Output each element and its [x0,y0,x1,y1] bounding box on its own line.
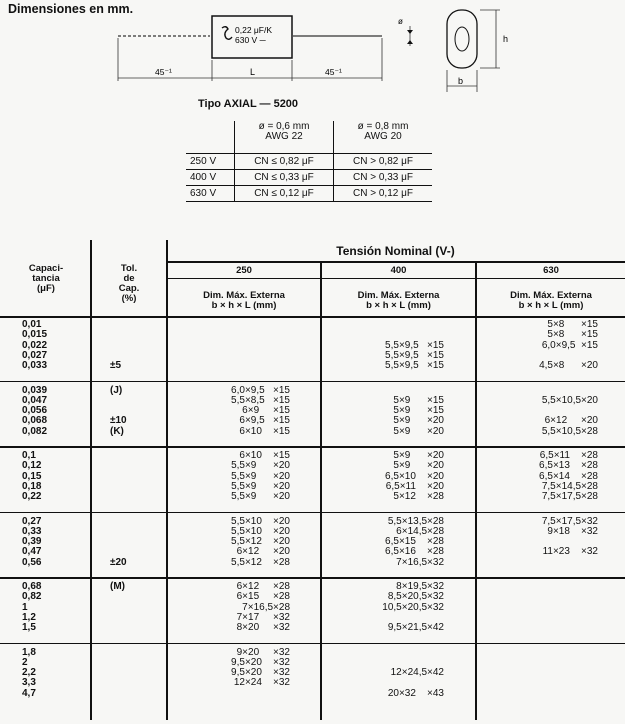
capacitance-value: 0,039 [22,384,48,396]
dim-400-cell: 8×19,5×32 [396,581,444,592]
dim-250-cell: 6×10 ×15 [239,425,290,437]
dim-400-cell: 5×9 ×15 [393,394,444,406]
dim-250-cell: 5,5×9 ×20 [231,460,290,472]
capacitance-value: 0,15 [22,470,42,482]
page-title: Dimensiones en mm. [8,2,134,16]
row-divider [0,316,625,318]
dim-400-cell: 7×16,5×32 [396,556,444,568]
dim-630-cell: 5×8 ×15 [547,319,598,330]
dim-400-cell: 6×14,5×28 [396,525,444,537]
capacitance-value: 0,33 [22,525,42,537]
dim-250-cell: 5,5×8,5 ×15 [231,394,290,406]
wire-gauge-table [186,121,432,202]
capacitor-end-view [447,10,477,68]
capacitance-value: 3,3 [22,677,36,689]
capacitance-value: 0,01 [22,319,42,330]
dim-250-cell: 5,5×12 ×20 [231,536,290,548]
dim-400-cell: 12×24,5×42 [390,667,444,679]
dim-400-cell: 5,5×9,5 ×15 [385,339,444,351]
group-divider [0,577,625,579]
gauge-header-22: ø = 0,6 mm AWG 22 [235,121,334,154]
dim-400-cell: 6,5×16 ×28 [385,546,444,558]
dim-630-cell: 11×23 ×32 [542,546,598,558]
dim-400-cell: 5×9 ×20 [393,425,444,437]
dim-250-cell: 5,5×9 ×20 [231,491,290,503]
dim-250-cell: 6×12 ×20 [236,546,290,558]
gauge-cell: CN > 0,33 μF [334,170,433,186]
capacitance-value: 0,39 [22,536,42,548]
dim-400-cell: 5×9 ×15 [393,405,444,417]
capacitance-value: 0,47 [22,546,42,558]
dim-630-cell: 6,5×11 ×28 [539,450,598,461]
voltage-cell: 630 V [186,186,235,202]
dim-250-cell: 9,5×20 ×32 [231,667,290,679]
capacitance-value: 0,82 [22,591,42,603]
dim-630-cell: 6×12 ×20 [544,415,598,427]
tolerance-value: ±10 [110,415,127,427]
dim-630-cell: 5,5×10,5×28 [541,425,598,437]
lead-left-length: 45⁻¹ [155,67,172,77]
dim-250-cell: 9,5×20 ×32 [231,656,290,668]
capacitance-value: 0,22 [22,491,42,503]
dim-250-cell: 7×16,5×28 [242,601,290,613]
height-label: h [503,34,509,44]
gauge-cell: CN > 0,82 μF [334,154,433,170]
col-divider [320,262,322,720]
axial-type-title: Tipo AXIAL — 5200 [198,98,299,110]
dim-250-cell: 6,0×9,5 ×15 [231,384,290,396]
capacitance-value: 0,12 [22,460,42,472]
voltage-header: Tensión Nominal (V-) [336,244,455,258]
dim-400-cell: 20×32 ×43 [387,687,444,699]
capacitance-value: 2,2 [22,667,36,679]
body-length-label: L [250,67,256,77]
group-divider [0,643,625,645]
capacitance-value: 0,27 [22,515,42,527]
capacitance-value: 0,033 [22,360,48,372]
capacitance-value: 0,18 [22,480,42,492]
dim-630-cell: 5×8 ×15 [547,329,598,341]
dim-630-cell: 6,5×13 ×28 [539,460,598,472]
dim-630-cell: 7,5×14,5×28 [541,480,598,492]
dim-header-400: Dim. Máx. Externa b × h × L (mm) [357,290,440,311]
dim-400-cell: 5×9 ×20 [393,415,444,427]
tolerance-value: (K) [110,425,124,437]
capacitance-value: 0,68 [22,581,42,592]
capacitor-logo-icon [222,27,232,40]
capacitance-value: 0,56 [22,556,42,568]
capacitor-value-label: 0,22 μF/K [235,25,273,35]
dim-250-cell: 7×17 ×32 [236,611,290,623]
capacitance-value: 0,015 [22,329,48,341]
voltage-630: 630 [543,265,559,276]
dim-250-cell: 5,5×10 ×20 [231,515,290,527]
diameter-symbol: ø [398,17,403,26]
gauge-header-20: ø = 0,8 mm AWG 20 [334,121,433,154]
gauge-cell: CN > 0,12 μF [334,186,433,202]
capacitance-value: 0,056 [22,405,48,417]
capacitance-value: 1 [22,601,28,613]
capacitance-value: 0,027 [22,349,48,361]
dim-630-cell: 6,0×9,5 ×15 [541,339,598,351]
col-divider [90,240,92,720]
dim-250-cell: 12×24 ×32 [233,677,290,689]
dim-630-cell: 4,5×8 ×20 [539,360,598,372]
capacitance-value: 0,022 [22,339,48,351]
dim-header-630: Dim. Máx. Externa b × h × L (mm) [510,290,592,311]
dim-630-cell: 9×18 ×32 [547,525,598,537]
capacitance-value: 0,068 [22,415,48,427]
col-divider [475,262,477,720]
dim-400-cell: 9,5×21,5×42 [387,622,444,634]
dim-630-cell: 6,5×14 ×28 [539,470,598,482]
dim-250-cell: 9×20 ×32 [236,646,290,658]
group-divider [0,381,625,383]
capacitance-value: 1,2 [22,611,36,623]
row-divider [166,278,625,279]
width-label: b [458,76,464,86]
dim-250-cell: 6×10 ×15 [239,450,290,461]
dim-400-cell: 5,5×9,5 ×15 [385,349,444,361]
voltage-cell: 250 V [186,154,235,170]
dim-250-cell: 5,5×12 ×28 [231,556,290,568]
dim-250-cell: 6×9 ×15 [242,405,290,417]
gauge-cell: CN ≤ 0,33 μF [235,170,334,186]
dim-630-cell: 7,5×17,5×28 [541,491,598,503]
capacitor-voltage-label: 630 V ─ [235,35,266,45]
table-row [186,170,432,186]
dim-header-250: Dim. Máx. Externa b × h × L (mm) [203,290,285,311]
capacitance-value: 1,5 [22,622,36,634]
dim-250-cell: 5,5×10 ×20 [231,525,290,537]
capacitance-header: Capaci- tancia (μF) [28,263,64,294]
gauge-cell: CN ≤ 0,12 μF [235,186,334,202]
dim-250-cell: 5,5×9 ×20 [231,470,290,482]
voltage-400: 400 [390,265,407,276]
tolerance-value: ±5 [110,360,122,372]
capacitance-value: 0,047 [22,394,48,406]
dim-400-cell: 5×12 ×28 [393,491,444,503]
voltage-250: 250 [236,265,252,276]
capacitance-value: 0,1 [22,450,36,461]
dim-630-cell: 7,5×17,5×32 [541,515,598,527]
dim-400-cell: 8,5×20,5×32 [387,591,444,603]
dim-250-cell: 6×12 ×28 [236,581,290,592]
dim-400-cell: 5×9 ×20 [393,460,444,472]
tolerance-value: (J) [110,384,123,396]
dim-400-cell: 5,5×13,5×28 [387,515,444,527]
row-divider [166,261,625,263]
capacitance-value: 4,7 [22,687,36,699]
dim-400-cell: 10,5×20,5×32 [382,601,444,613]
table-row [186,186,432,202]
dim-250-cell: 8×20 ×32 [236,622,290,634]
dim-630-cell: 5,5×10,5×20 [541,394,598,406]
capacitance-value: 2 [22,656,28,668]
lead-right-length: 45⁻¹ [325,67,342,77]
dim-400-cell: 6,5×15 ×28 [385,536,444,548]
voltage-cell: 400 V [186,170,235,186]
tolerance-header: Tol. de Cap. (%) [118,263,140,304]
dim-250-cell: 6×9,5 ×15 [239,415,290,427]
group-divider [0,512,625,514]
dim-250-cell: 6×15 ×28 [236,591,290,603]
tolerance-value: (M) [110,581,125,592]
tolerance-value: ±20 [110,556,127,568]
dim-400-cell: 6,5×10 ×20 [385,470,444,482]
dim-400-cell: 5,5×9,5 ×15 [385,360,444,372]
capacitance-value: 1,8 [22,646,36,658]
gauge-cell: CN ≤ 0,82 μF [235,154,334,170]
group-divider [0,446,625,448]
capacitor-dimension-diagram [100,6,520,98]
dim-400-cell: 6,5×11 ×20 [385,480,444,492]
col-divider [166,240,168,720]
dim-250-cell: 5,5×9 ×20 [231,480,290,492]
dim-400-cell: 5×9 ×20 [393,450,444,461]
table-row [186,154,432,170]
capacitance-value: 0,082 [22,425,48,437]
